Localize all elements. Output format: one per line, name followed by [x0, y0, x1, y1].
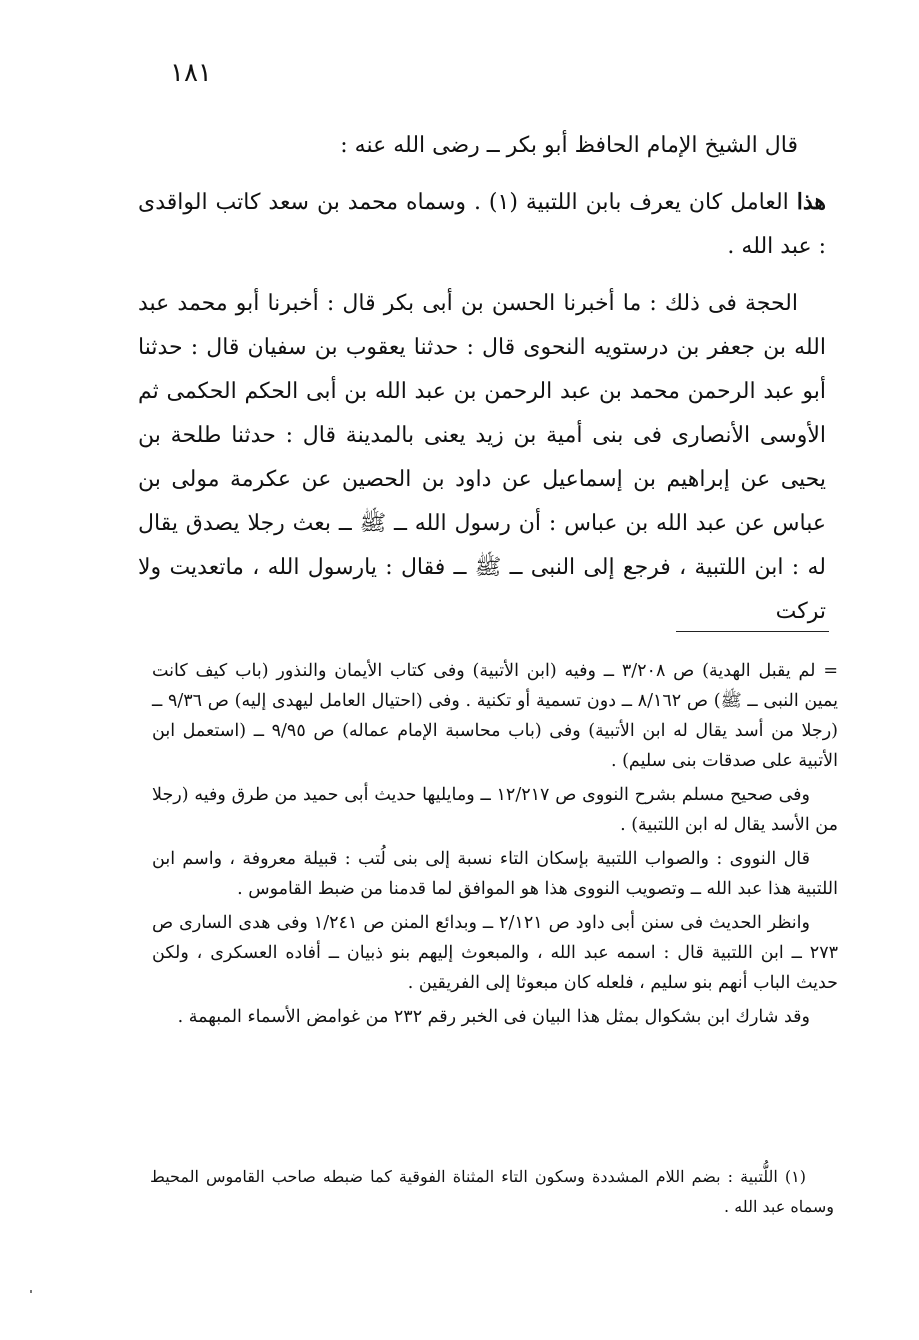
footnote-section [150, 1162, 834, 1222]
name-paragraph-text: العامل كان يعرف بابن اللتبية (١) . وسماه محمد بن سعد كاتب الواقدى : عبد الله . [138, 190, 826, 259]
name-paragraph [138, 180, 826, 269]
notes-section [152, 656, 838, 1036]
intro-line: قال الشيخ الإمام الحافظ أبو بكر ــ رضى الله عنه : [340, 133, 798, 158]
main-paragraph-evidence [138, 282, 826, 634]
main-paragraph-name [138, 180, 826, 269]
main-paragraph-intro [138, 124, 826, 168]
note-paragraph: وفى صحيح مسلم بشرح النووى ص ١٢/٢١٧ ــ ومايليها حديث أبى حميد من طرق وفيه (رجلا من الأسد يقال له ابن اللتبية) . [152, 785, 838, 835]
footnote-divider [676, 631, 829, 632]
note-paragraph: وقد شارك ابن بشكوال بمثل هذا البيان فى الخبر رقم ٢٣٢ من غوامض الأسماء المبهمة . [177, 1007, 810, 1027]
page-number: ١٨١ [170, 58, 212, 88]
lead-word: هذا [796, 189, 827, 215]
footnote-1: (١) اللُّتبية : بضم اللام المشددة وسكون التاء المثناة الفوقية كما ضبطه صاحب القاموس المحيط وسماه عبد الله . [150, 1167, 834, 1216]
note-paragraph: وانظر الحديث فى سنن أبى داود ص ٢/١٢١ ــ وبدائع المنن ص ١/٢٤١ وفى هدى السارى ص ٢٧٣ ــ ابن اللتبية قال : اسمه عبد الله ، والمبعوث إليهم بنو ذبيان ــ أفاده العسكرى ، ولكن حديث الباب أنهم بنو سليم ، فلعله كان مبعوثا إلى الفريقين . [152, 913, 838, 993]
note-paragraph: قال النووى : والصواب اللتبية بإسكان التاء نسبة إلى بنى لُتب : قبيلة معروفة ، واسم ابن اللتبية هذا عبد الله ــ وتصويب النووى هذا هو الموافق لما قدمنا من ضبط القاموس . [152, 849, 838, 899]
evidence-paragraph: الحجة فى ذلك : ما أخبرنا الحسن بن أبى بكر قال : أخبرنا أبو محمد عبد الله بن جعفر بن درستويه النحوى قال : حدثنا يعقوب بن سفيان قال : حدثنا أبو عبد الرحمن محمد بن عبد الرحمن بن عبد الله بن أبى الحكم الحكمى ثم الأوسى الأنصارى فى بنى أمية بن زيد يعنى بالمدينة قال : حدثنا طلحة بن يحيى عن إبراهيم بن إسماعيل عن داود بن الحصين عن عكرمة مولى بن عباس عن عبد الله بن عباس : أن رسول الله ــ ﷺ ــ بعث رجلا يصدق يقال له : ابن اللتبية ، فرجع إلى النبى ــ ﷺ ــ فقال : يارسول الله ، ماتعديت ولا تركت [138, 291, 826, 624]
note-paragraph: = لم يقبل الهدية) ص ٣/٢٠٨ ــ وفيه (ابن الأتبية) وفى كتاب الأيمان والنذور (باب كيف كانت يمين النبى ــ ﷺ) ص ٨/١٦٢ ــ دون تسمية أو تكنية . وفى (احتيال العامل ليهدى إليه) ص ٩/٣٦ ــ (رجلا من أسد يقال له ابن الأتبية) وفى (باب محاسبة الإمام عماله) ص ٩/٩٥ ــ (استعمل ابن الأتبية على صدقات بنى سليم) . [152, 661, 839, 771]
scan-mark [30, 1290, 32, 1293]
